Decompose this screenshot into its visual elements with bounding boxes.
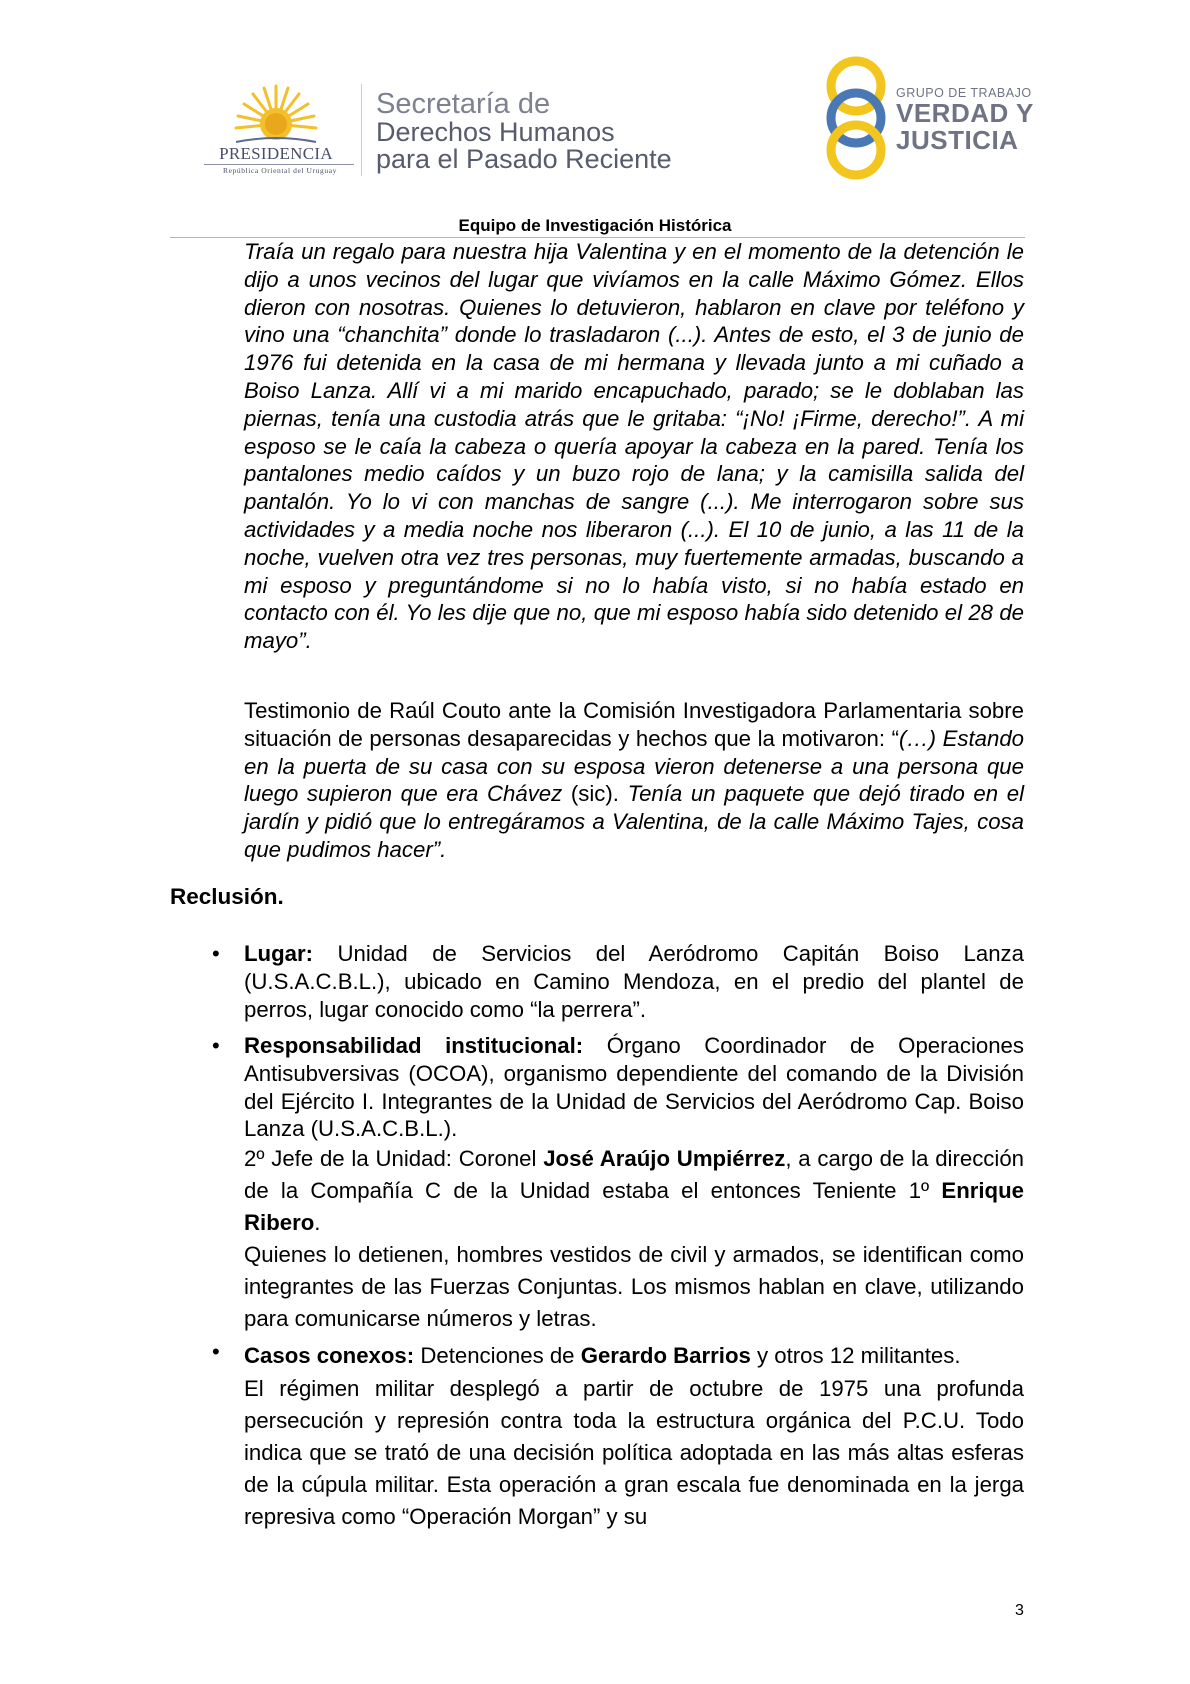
testimonio-paragraph bbox=[244, 697, 1024, 864]
quienes-paragraph: Quienes lo detienen, hombres vestidos de civil y armados, se identifican como integrantes de las Fuerzas Conjuntas. Los mismos hablan en clave, utilizando para comunicarse números y letras. bbox=[244, 1242, 1024, 1331]
responsabilidad-text: Órgano Coordinador de Operaciones Antisubversivas (OCOA), organismo dependiente del comando de la División del Ejército I. Integrantes de la Unidad de Servicios del Aeródromo Cap. Boiso Lanza (U.S.A.C.B.L.). bbox=[244, 1033, 1024, 1142]
casos-item bbox=[244, 1340, 1024, 1372]
page-header bbox=[0, 0, 1190, 235]
header-separator bbox=[361, 84, 362, 176]
secretaria-logotype bbox=[376, 90, 672, 173]
lugar-label: Lugar: bbox=[244, 941, 314, 966]
verdad-label: VERDAD Y bbox=[896, 98, 1034, 128]
grupo-label: GRUPO DE TRABAJO bbox=[896, 86, 1032, 100]
sun-emblem-icon bbox=[234, 84, 318, 146]
teniente-name: Enrique Ribero bbox=[244, 1178, 1024, 1235]
verdad-justicia-text bbox=[896, 86, 1034, 154]
page-number: 3 bbox=[1015, 1602, 1024, 1619]
jefe-text-1: 2º Jefe de la Unidad: Coronel bbox=[244, 1146, 544, 1171]
testimonio-sic: (sic). bbox=[562, 781, 628, 807]
lugar-item bbox=[244, 940, 1024, 1023]
secretaria-line-2: Derechos Humanos bbox=[376, 117, 615, 147]
casos-text-1: Detenciones de bbox=[414, 1343, 581, 1368]
secretaria-line-3: para el Pasado Reciente bbox=[376, 144, 672, 174]
justicia-label: JUSTICIA bbox=[896, 125, 1019, 155]
verdad-justicia-logo bbox=[820, 56, 1080, 180]
casos-text-2: y otros 12 militantes. bbox=[750, 1343, 961, 1368]
bullet-icon: • bbox=[212, 1339, 220, 1364]
responsabilidad-label: Responsabilidad institucional: bbox=[244, 1033, 584, 1058]
presidencia-subtitle: República Oriental del Uruguay bbox=[222, 166, 337, 175]
testimonio-quote-b: Tenía un paquete que dejó tirado en el jardín y pidió que lo entregáramos a Valentina, de la calle Máximo Tajes, cosa que pudimos hacer”. bbox=[244, 781, 1024, 862]
jefe-text-3: . bbox=[314, 1210, 321, 1235]
testimonio-intro: Testimonio de Raúl Couto ante la Comisión Investigadora Parlamentaria sobre situación de personas desaparecidas y hechos que la motivaron: “ bbox=[244, 698, 1024, 751]
casos-label: Casos conexos: bbox=[244, 1343, 415, 1368]
presidencia-logo bbox=[196, 84, 356, 180]
section-title: Reclusión. bbox=[170, 884, 284, 909]
jefe-text-2: , a cargo de la dirección de la Compañía C de la Unidad estaba el entonces Teniente 1º bbox=[244, 1146, 1024, 1203]
testimonio-quote-a: (…) Estando en la puerta de su casa con su esposa vieron detenerse a una persona que luego supieron que era Chávez bbox=[244, 725, 1024, 807]
lugar-text: Unidad de Servicios del Aeródromo Capitán Boiso Lanza (U.S.A.C.B.L.), ubicado en Camino Mendoza, en el predio del plantel de perros, lugar conocido como “la perrera”. bbox=[244, 941, 1024, 1022]
testimony-quote: Traía un regalo para nuestra hija Valentina y en el momento de la detención le dijo a unos vecinos del lugar que vivíamos en la calle Máximo Gómez. Ellos dieron con nosotras. Quienes lo detuvieron, hablaron en clave por teléfono y vino una “chanchita” donde lo trasladaron (...). Antes de esto, el 3 de junio de 1976 fui detenida en la casa de mi hermana y llevada junto a mi cuñado a Boiso Lanza. Allí vi a mi marido encapuchado, parado; se le doblaban las piernas, tenía una custodia atrás que le gritaba: “¡No! ¡Firme, derecho!”. A mi esposo se le caía la cabeza o quería apoyar la cabeza en la pared. Tenía los pantalones medio caídos y un buzo rojo de lana; y la camisilla salida del pantalón. Yo lo vi con manchas de sangre (...). Me interrogaron sobre sus actividades y a media noche nos liberaron (...). El 10 de junio, a las 11 de la noche, vuelven otra vez tres personas, muy fuertemente armadas, buscando a mi esposo y preguntándome si no lo había visto, si no había estado en contacto con él. Yo les dije que no, que mi esposo había sido detenido el 28 de mayo”. bbox=[244, 239, 1024, 654]
secretaria-line-1: Secretaría de bbox=[376, 88, 551, 120]
presidencia-name: PRESIDENCIA bbox=[219, 144, 333, 163]
bullet-icon: • bbox=[212, 1033, 220, 1058]
jefe-name: José Araújo Umpiérrez bbox=[543, 1146, 786, 1171]
casos-name: Gerardo Barrios bbox=[580, 1343, 751, 1368]
interlocked-rings-icon bbox=[820, 56, 892, 180]
regimen-paragraph: El régimen militar desplegó a partir de octubre de 1975 una profunda persecución y represión contra toda la estructura orgánica del P.C.U. Todo indica que se trató de una decisión política adoptada en las más altas esferas de la cúpula militar. Esta operación a gran escala fue denominada en la jerga represiva como “Operación Morgan” y su bbox=[244, 1376, 1024, 1529]
jefe-paragraph bbox=[244, 1143, 1024, 1239]
bullet-icon: • bbox=[212, 941, 220, 966]
responsabilidad-item bbox=[244, 1032, 1024, 1143]
team-heading: Equipo de Investigación Histórica bbox=[458, 216, 732, 235]
logo-divider bbox=[204, 164, 354, 165]
